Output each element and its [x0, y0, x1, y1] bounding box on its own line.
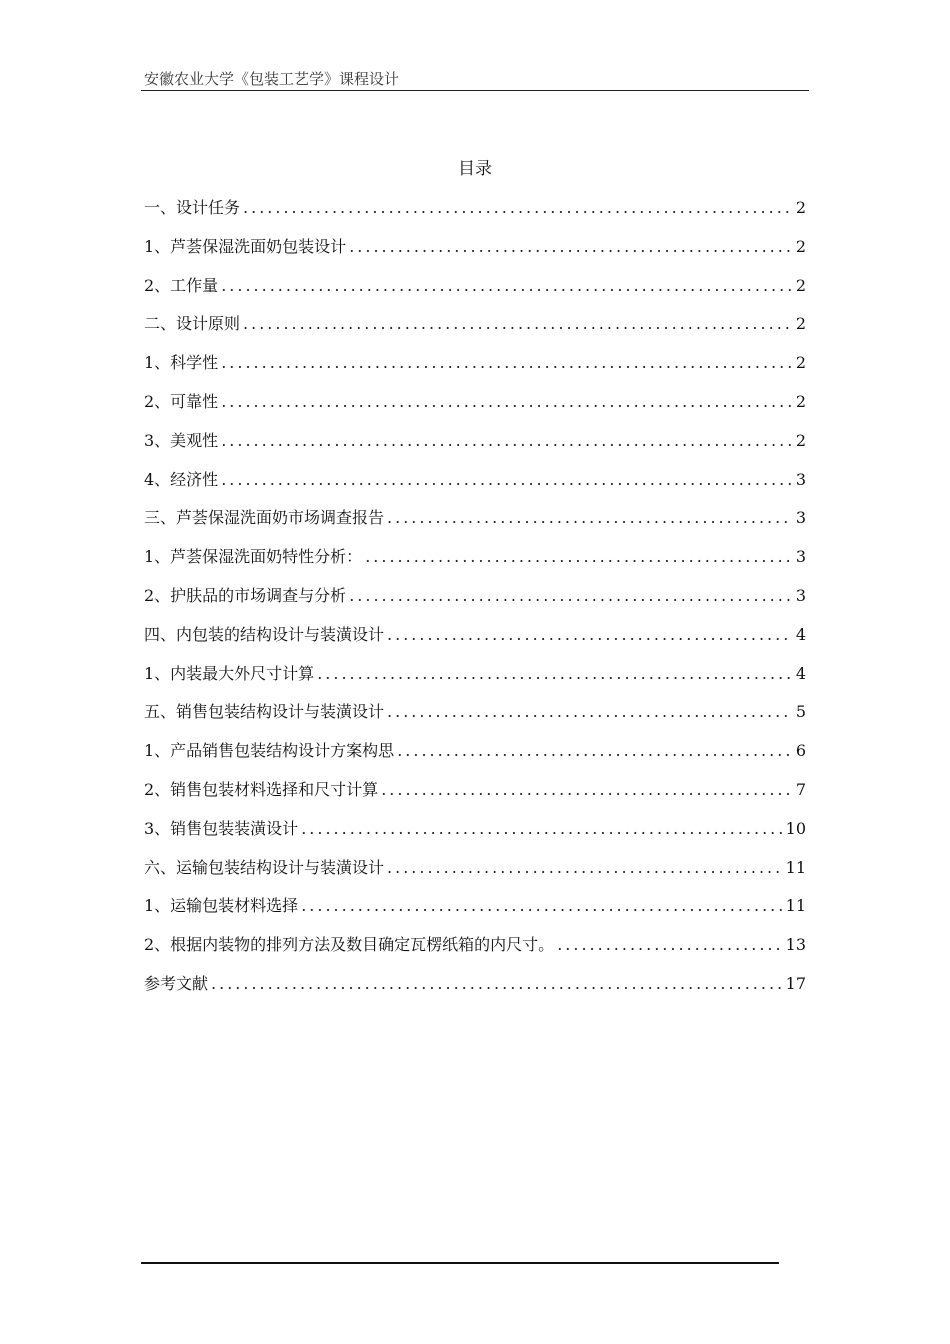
- toc-leader-dots: [221, 468, 792, 492]
- toc-entry[interactable]: [144, 351, 806, 390]
- toc-leader-dots: [365, 545, 792, 569]
- toc-leader-dots: [387, 856, 782, 880]
- toc-entry-label: 六、运输包装结构设计与装潢设计: [144, 857, 385, 877]
- toc-entry[interactable]: [144, 700, 806, 739]
- toc-entry-label: 2、可靠性: [144, 391, 219, 411]
- toc-entry-page: 6: [795, 741, 806, 761]
- toc-entry-page: 2: [795, 236, 806, 256]
- toc-entry-label: 1、内装最大外尺寸计算: [144, 663, 315, 683]
- toc-entry-page: 10: [785, 818, 806, 838]
- toc-entry-page: 3: [795, 469, 806, 489]
- toc-entry[interactable]: [144, 506, 806, 545]
- toc-entry-page: 3: [795, 508, 806, 528]
- toc-entry-label: 五、销售包装结构设计与装潢设计: [144, 702, 385, 722]
- page-header: [141, 70, 809, 91]
- toc-entry-label: 2、销售包装材料选择和尺寸计算: [144, 779, 379, 799]
- toc-entry-page: 11: [785, 857, 806, 877]
- toc-entry-page: 2: [795, 430, 806, 450]
- table-of-contents: [144, 196, 806, 1011]
- toc-leader-dots: [243, 312, 792, 336]
- toc-entry[interactable]: [144, 933, 806, 972]
- toc-leader-dots: [387, 700, 792, 724]
- toc-entry[interactable]: [144, 274, 806, 313]
- toc-entry-label: 1、产品销售包装结构设计方案构思: [144, 741, 395, 761]
- toc-entry-label: 2、工作量: [144, 275, 219, 295]
- toc-leader-dots: [221, 274, 792, 298]
- toc-entry[interactable]: [144, 972, 806, 1011]
- toc-entry[interactable]: [144, 778, 806, 817]
- toc-entry-page: 2: [795, 314, 806, 334]
- toc-entry-label: 2、护肤品的市场调查与分析: [144, 585, 347, 605]
- toc-entry-page: 4: [795, 663, 806, 683]
- toc-entry-label: 三、芦荟保湿洗面奶市场调查报告: [144, 508, 385, 528]
- toc-entry[interactable]: [144, 662, 806, 701]
- toc-entry[interactable]: [144, 545, 806, 584]
- toc-entry-page: 7: [795, 779, 806, 799]
- toc-entry-label: 3、美观性: [144, 430, 219, 450]
- toc-leader-dots: [243, 196, 792, 220]
- toc-entry-label: 1、芦荟保湿洗面奶特性分析：: [144, 547, 363, 567]
- toc-entry[interactable]: [144, 584, 806, 623]
- toc-entry[interactable]: [144, 817, 806, 856]
- toc-entry[interactable]: [144, 894, 806, 933]
- toc-entry-page: 2: [795, 391, 806, 411]
- toc-leader-dots: [349, 584, 792, 608]
- toc-entry-label: 一、设计任务: [144, 198, 241, 217]
- toc-entry-page: 2: [795, 275, 806, 295]
- toc-title: 目录: [458, 159, 492, 179]
- toc-entry-page: 2: [795, 198, 806, 217]
- toc-entry-label: 二、设计原则: [144, 314, 241, 334]
- toc-leader-dots: [221, 390, 792, 414]
- toc-entry-label: 4、经济性: [144, 469, 219, 489]
- toc-entry[interactable]: [144, 390, 806, 429]
- toc-entry[interactable]: [144, 468, 806, 507]
- toc-leader-dots: [349, 235, 792, 259]
- toc-entry-page: 11: [785, 896, 806, 916]
- toc-leader-dots: [221, 429, 792, 453]
- toc-entry-label: 2、根据内装物的排列方法及数目确定瓦楞纸箱的内尺寸。: [144, 935, 555, 955]
- toc-entry-page: 13: [785, 935, 806, 955]
- toc-leader-dots: [381, 778, 792, 802]
- toc-entry-label: 参考文献: [144, 973, 209, 993]
- toc-entry[interactable]: [144, 235, 806, 274]
- toc-entry-page: 5: [795, 702, 806, 722]
- toc-entry-page: 2: [795, 353, 806, 373]
- toc-entry-label: 1、科学性: [144, 353, 219, 373]
- toc-leader-dots: [301, 817, 781, 841]
- toc-entry[interactable]: [144, 196, 806, 235]
- toc-entry-label: 四、内包装的结构设计与装潢设计: [144, 624, 385, 644]
- header-text: 安徽农业大学《包装工艺学》课程设计: [144, 70, 400, 88]
- toc-entry[interactable]: [144, 623, 806, 662]
- toc-leader-dots: [221, 351, 792, 375]
- toc-leader-dots: [387, 506, 792, 530]
- toc-leader-dots: [211, 972, 782, 996]
- toc-entry-page: 17: [785, 973, 806, 993]
- toc-entry-page: 3: [795, 547, 806, 567]
- toc-entry[interactable]: [144, 739, 806, 778]
- toc-entry-label: 1、运输包装材料选择: [144, 896, 299, 916]
- toc-entry-page: 4: [795, 624, 806, 644]
- toc-leader-dots: [387, 623, 792, 647]
- toc-entry[interactable]: [144, 856, 806, 895]
- toc-entry[interactable]: [144, 312, 806, 351]
- toc-leader-dots: [557, 933, 781, 957]
- toc-leader-dots: [317, 662, 792, 686]
- toc-entry-page: 3: [795, 585, 806, 605]
- toc-leader-dots: [397, 739, 792, 763]
- toc-entry[interactable]: [144, 429, 806, 468]
- footer-rule: [141, 1262, 779, 1264]
- toc-entry-label: 1、芦荟保湿洗面奶包装设计: [144, 236, 347, 256]
- toc-leader-dots: [301, 894, 781, 918]
- toc-entry-label: 3、销售包装装潢设计: [144, 818, 299, 838]
